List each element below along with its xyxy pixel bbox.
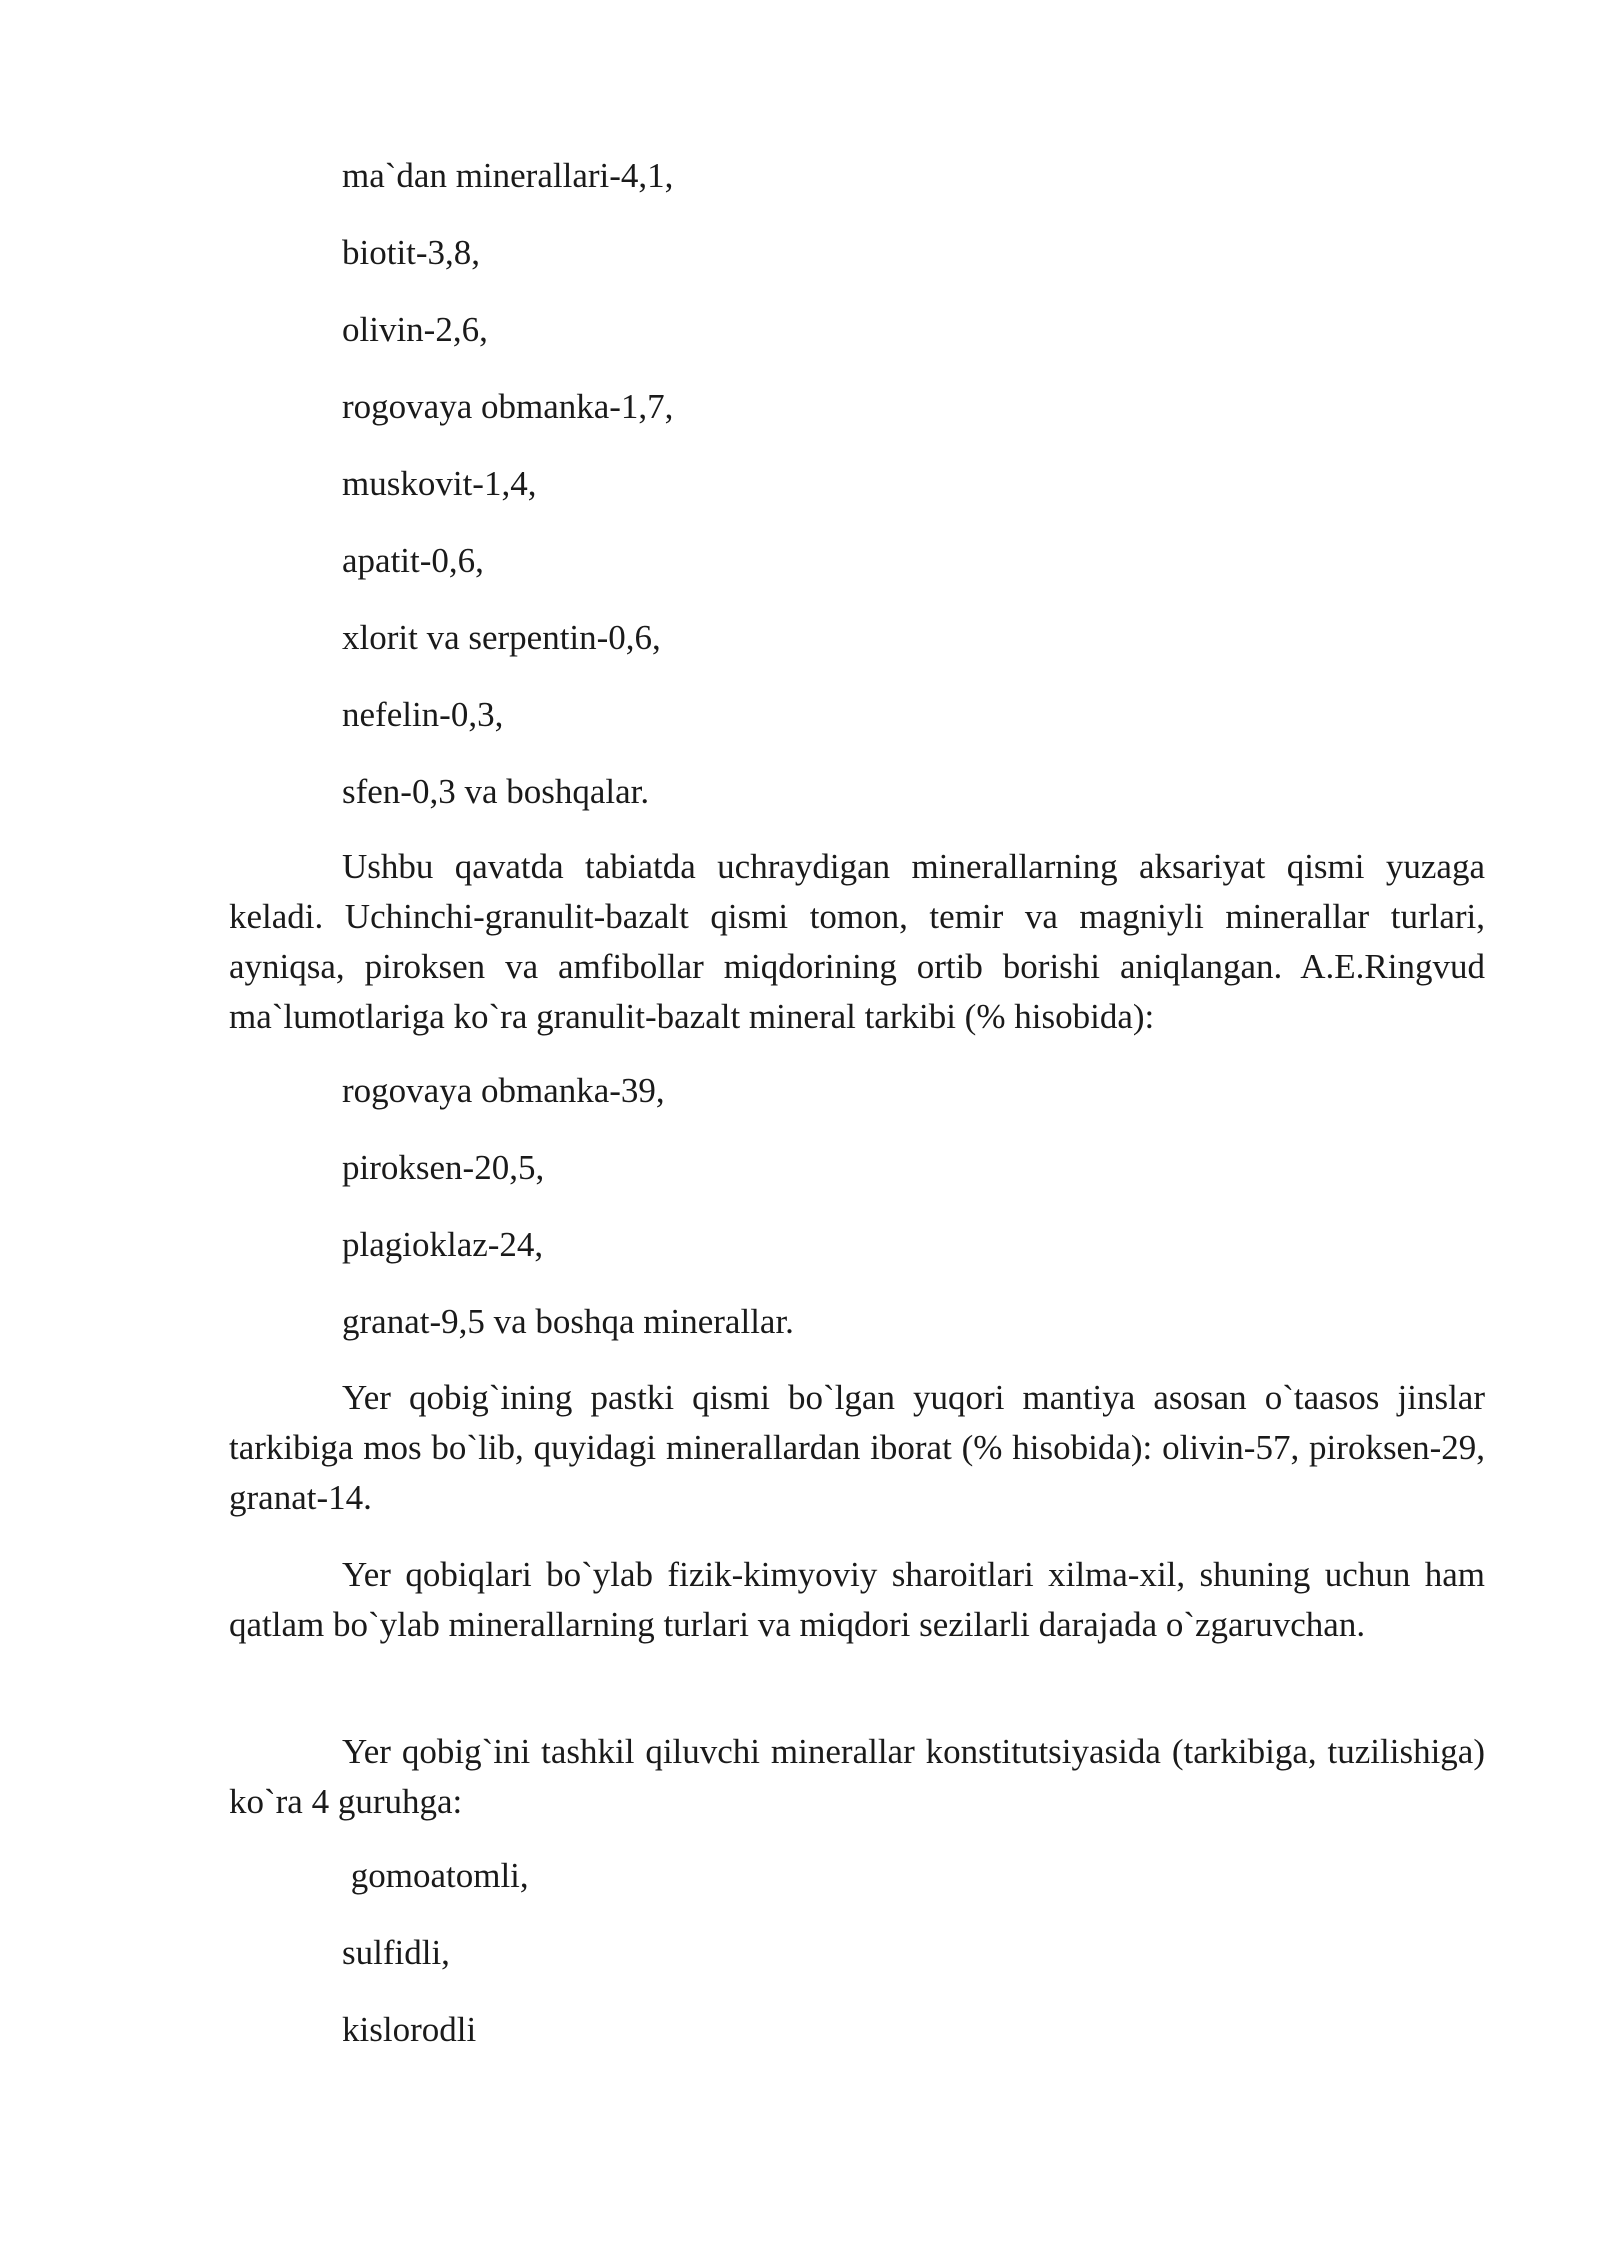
list-item: rogovaya obmanka-1,7, bbox=[342, 387, 674, 426]
list-item: kislorodli bbox=[342, 2010, 477, 2049]
list-item: nefelin-0,3, bbox=[342, 695, 504, 734]
list-item: plagioklaz-24, bbox=[342, 1225, 544, 1264]
list-item: apatit-0,6, bbox=[342, 541, 484, 580]
list-item: granat-9,5 va boshqa minerallar. bbox=[342, 1302, 794, 1341]
list-item: biotit-3,8, bbox=[342, 233, 481, 272]
list-item: xlorit va serpentin-0,6, bbox=[342, 618, 661, 657]
list-item: rogovaya obmanka-39, bbox=[342, 1071, 665, 1110]
paragraph: Yer qobig`ini tashkil qiluvchi minerallar konstitutsiyasida (tarkibiga, tuzilishiga) ko`ra 4 guruhga: bbox=[229, 1732, 1485, 1821]
list-item: gomoatomli, bbox=[342, 1856, 529, 1895]
list-item: ma`dan minerallari-4,1, bbox=[342, 156, 674, 195]
paragraph: Yer qobiqlari bo`ylab fizik-kimyoviy sharoitlari xilma-xil, shuning uchun ham qatlam bo`ylab minerallarning turlari va miqdori sezilarli darajada o`zgaruvchan. bbox=[229, 1555, 1485, 1644]
list-item: olivin-2,6, bbox=[342, 310, 488, 349]
list-item: sfen-0,3 va boshqalar. bbox=[342, 772, 650, 811]
list-item: muskovit-1,4, bbox=[342, 464, 537, 503]
paragraph: Yer qobig`ining pastki qismi bo`lgan yuqori mantiya asosan o`taasos jinslar tarkibiga mos bo`lib, quyidagi minerallardan iborat (% hisobida): olivin-57, piroksen-29, granat-14. bbox=[229, 1378, 1485, 1517]
list-item: sulfidli, bbox=[342, 1933, 450, 1972]
list-item: piroksen-20,5, bbox=[342, 1148, 545, 1187]
paragraph: Ushbu qavatda tabiatda uchraydigan minerallarning aksariyat qismi yuzaga keladi. Uchinchi-granulit-bazalt qismi tomon, temir va magniyli minerallar turlari, ayniqsa, piroksen va amfibollar miqdorining ortib borishi aniqlangan. A.E.Ringvud ma`lumotlariga ko`ra granulit-bazalt mineral tarkibi (% hisobida): bbox=[229, 847, 1485, 1036]
